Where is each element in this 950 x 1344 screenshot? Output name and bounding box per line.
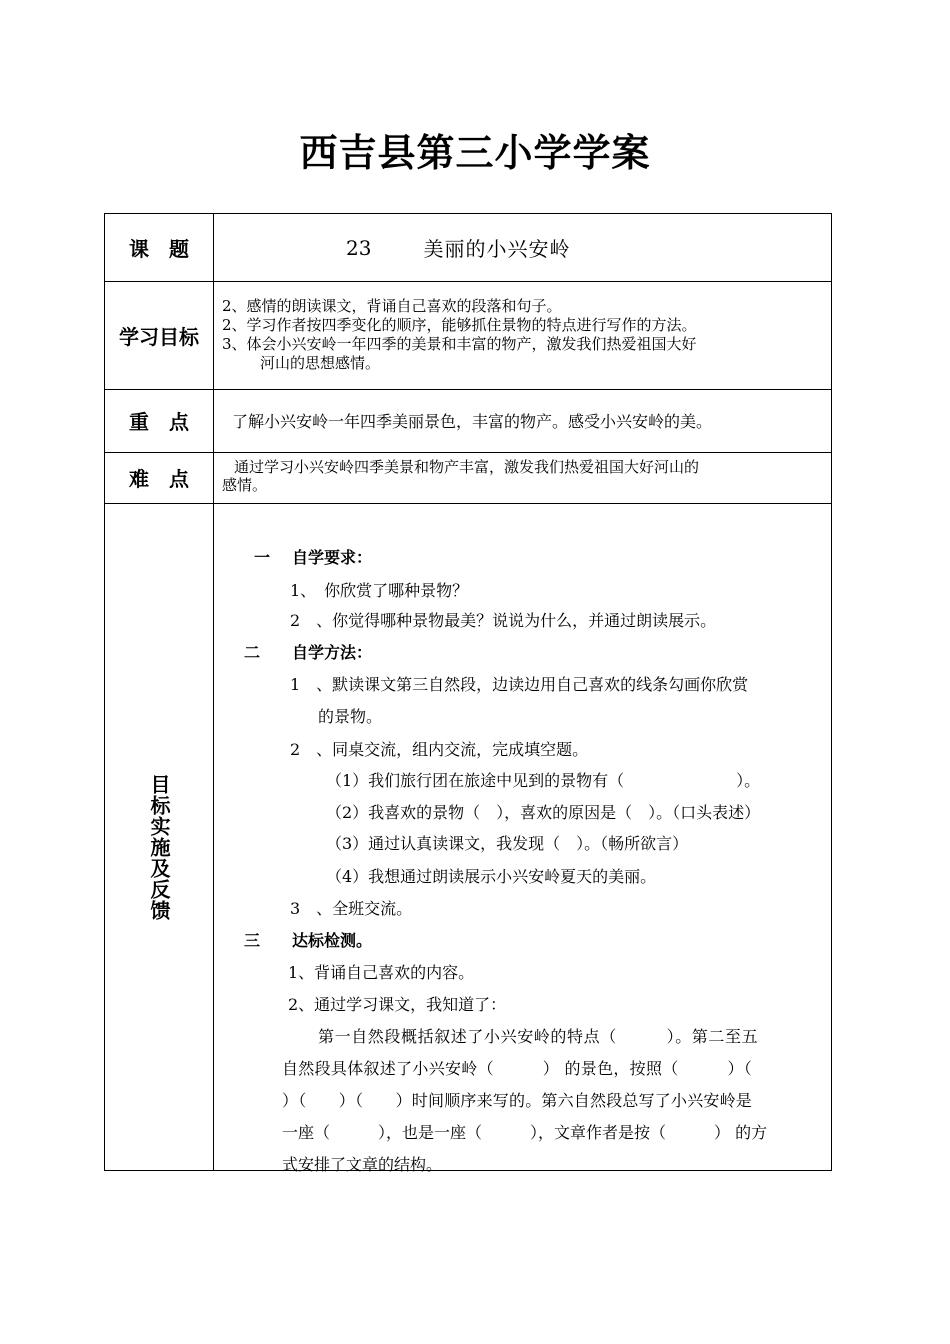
lesson-number: 23 — [346, 235, 372, 260]
goal-item: 3、体会小兴安岭一年四季的美景和丰富的物产，激发我们热爱祖国大好 — [222, 335, 697, 353]
section-number: 一 — [254, 548, 271, 567]
row-divider — [105, 503, 831, 504]
key-point-text: 了解小兴安岭一年四季美丽景色，丰富的物产。感受小兴安岭的美。 — [232, 412, 713, 431]
key-point-label: 重 点 — [129, 410, 189, 434]
topic-label: 课 题 — [129, 237, 189, 261]
question-item: 1、 你欣赏了哪种景物？ — [290, 581, 469, 600]
column-divider — [213, 214, 214, 1170]
section-number: 三 — [244, 931, 261, 950]
paragraph-line: 式安排了文章的结构。 — [282, 1155, 443, 1174]
fill-blank-item: （4）我想通过朗读展示小兴安岭夏天的美丽。 — [326, 867, 657, 886]
topic-value — [214, 214, 831, 281]
paragraph-line: 一座（ ），也是一座（ ），文章作者是按（ ） 的方 — [282, 1123, 768, 1142]
paragraph-line: ）（ ）（ ）时间顺序来写的。第六自然段总写了小兴安岭是 — [282, 1091, 753, 1110]
fill-blank-item: （1）我们旅行团在旅途中见到的景物有（ ）。 — [326, 771, 761, 790]
method-item-continued: 的景物。 — [318, 707, 383, 726]
goals-label: 学习目标 — [119, 324, 199, 349]
section-number: 二 — [244, 643, 261, 662]
section-title: 自学要求： — [292, 548, 373, 567]
feedback-label-text: 目标实施及反馈 — [147, 773, 171, 921]
page-title: 西吉县第三小学学案 — [299, 131, 651, 175]
row-divider — [105, 281, 831, 282]
lesson-name: 美丽的小兴安岭 — [423, 237, 571, 261]
difficulty-line: 感情。 — [222, 476, 268, 494]
difficulty-text — [222, 458, 831, 494]
difficulty-label: 难 点 — [129, 467, 189, 491]
paragraph-line: 第一自然段概括叙述了小兴安岭的特点（ ）。第二至五 — [318, 1027, 759, 1046]
fill-blank-item: （2）我喜欢的景物（ ），喜欢的原因是（ ）。（口头表述） — [326, 803, 761, 822]
section-title: 达标检测。 — [292, 931, 373, 950]
test-item: 1、背诵自己喜欢的内容。 — [288, 963, 475, 982]
test-item: 2、通过学习课文，我知道了： — [288, 995, 507, 1014]
section-title: 自学方法： — [292, 643, 373, 662]
question-item: 2 、你觉得哪种景物最美？说说为什么，并通过朗读展示。 — [290, 611, 717, 630]
paragraph-line: 自然段具体叙述了小兴安岭（ ） 的景色，按照（ ）（ — [282, 1059, 753, 1078]
goal-item: 河山的思想感情。 — [260, 354, 381, 372]
difficulty-line: 通过学习小兴安岭四季美景和物产丰富，激发我们热爱祖国大好河山的 — [234, 458, 700, 476]
goals-list — [222, 297, 831, 373]
fill-blank-item: （3）通过认真读课文，我发现（ ）。（畅所欲言） — [326, 834, 689, 853]
feedback-label — [105, 772, 213, 922]
method-item: 3 、全班交流。 — [290, 899, 413, 918]
method-item: 1 、默读课文第三自然段，边读边用自己喜欢的线条勾画你欣赏 — [290, 675, 749, 694]
goal-item: 2、学习作者按四季变化的顺序，能够抓住景物的特点进行写作的方法。 — [222, 316, 697, 334]
row-divider — [105, 452, 831, 453]
goal-item: 2、感情的朗读课文，背诵自己喜欢的段落和句子。 — [222, 297, 562, 315]
method-item: 2 、同桌交流，组内交流，完成填空题。 — [290, 740, 589, 759]
